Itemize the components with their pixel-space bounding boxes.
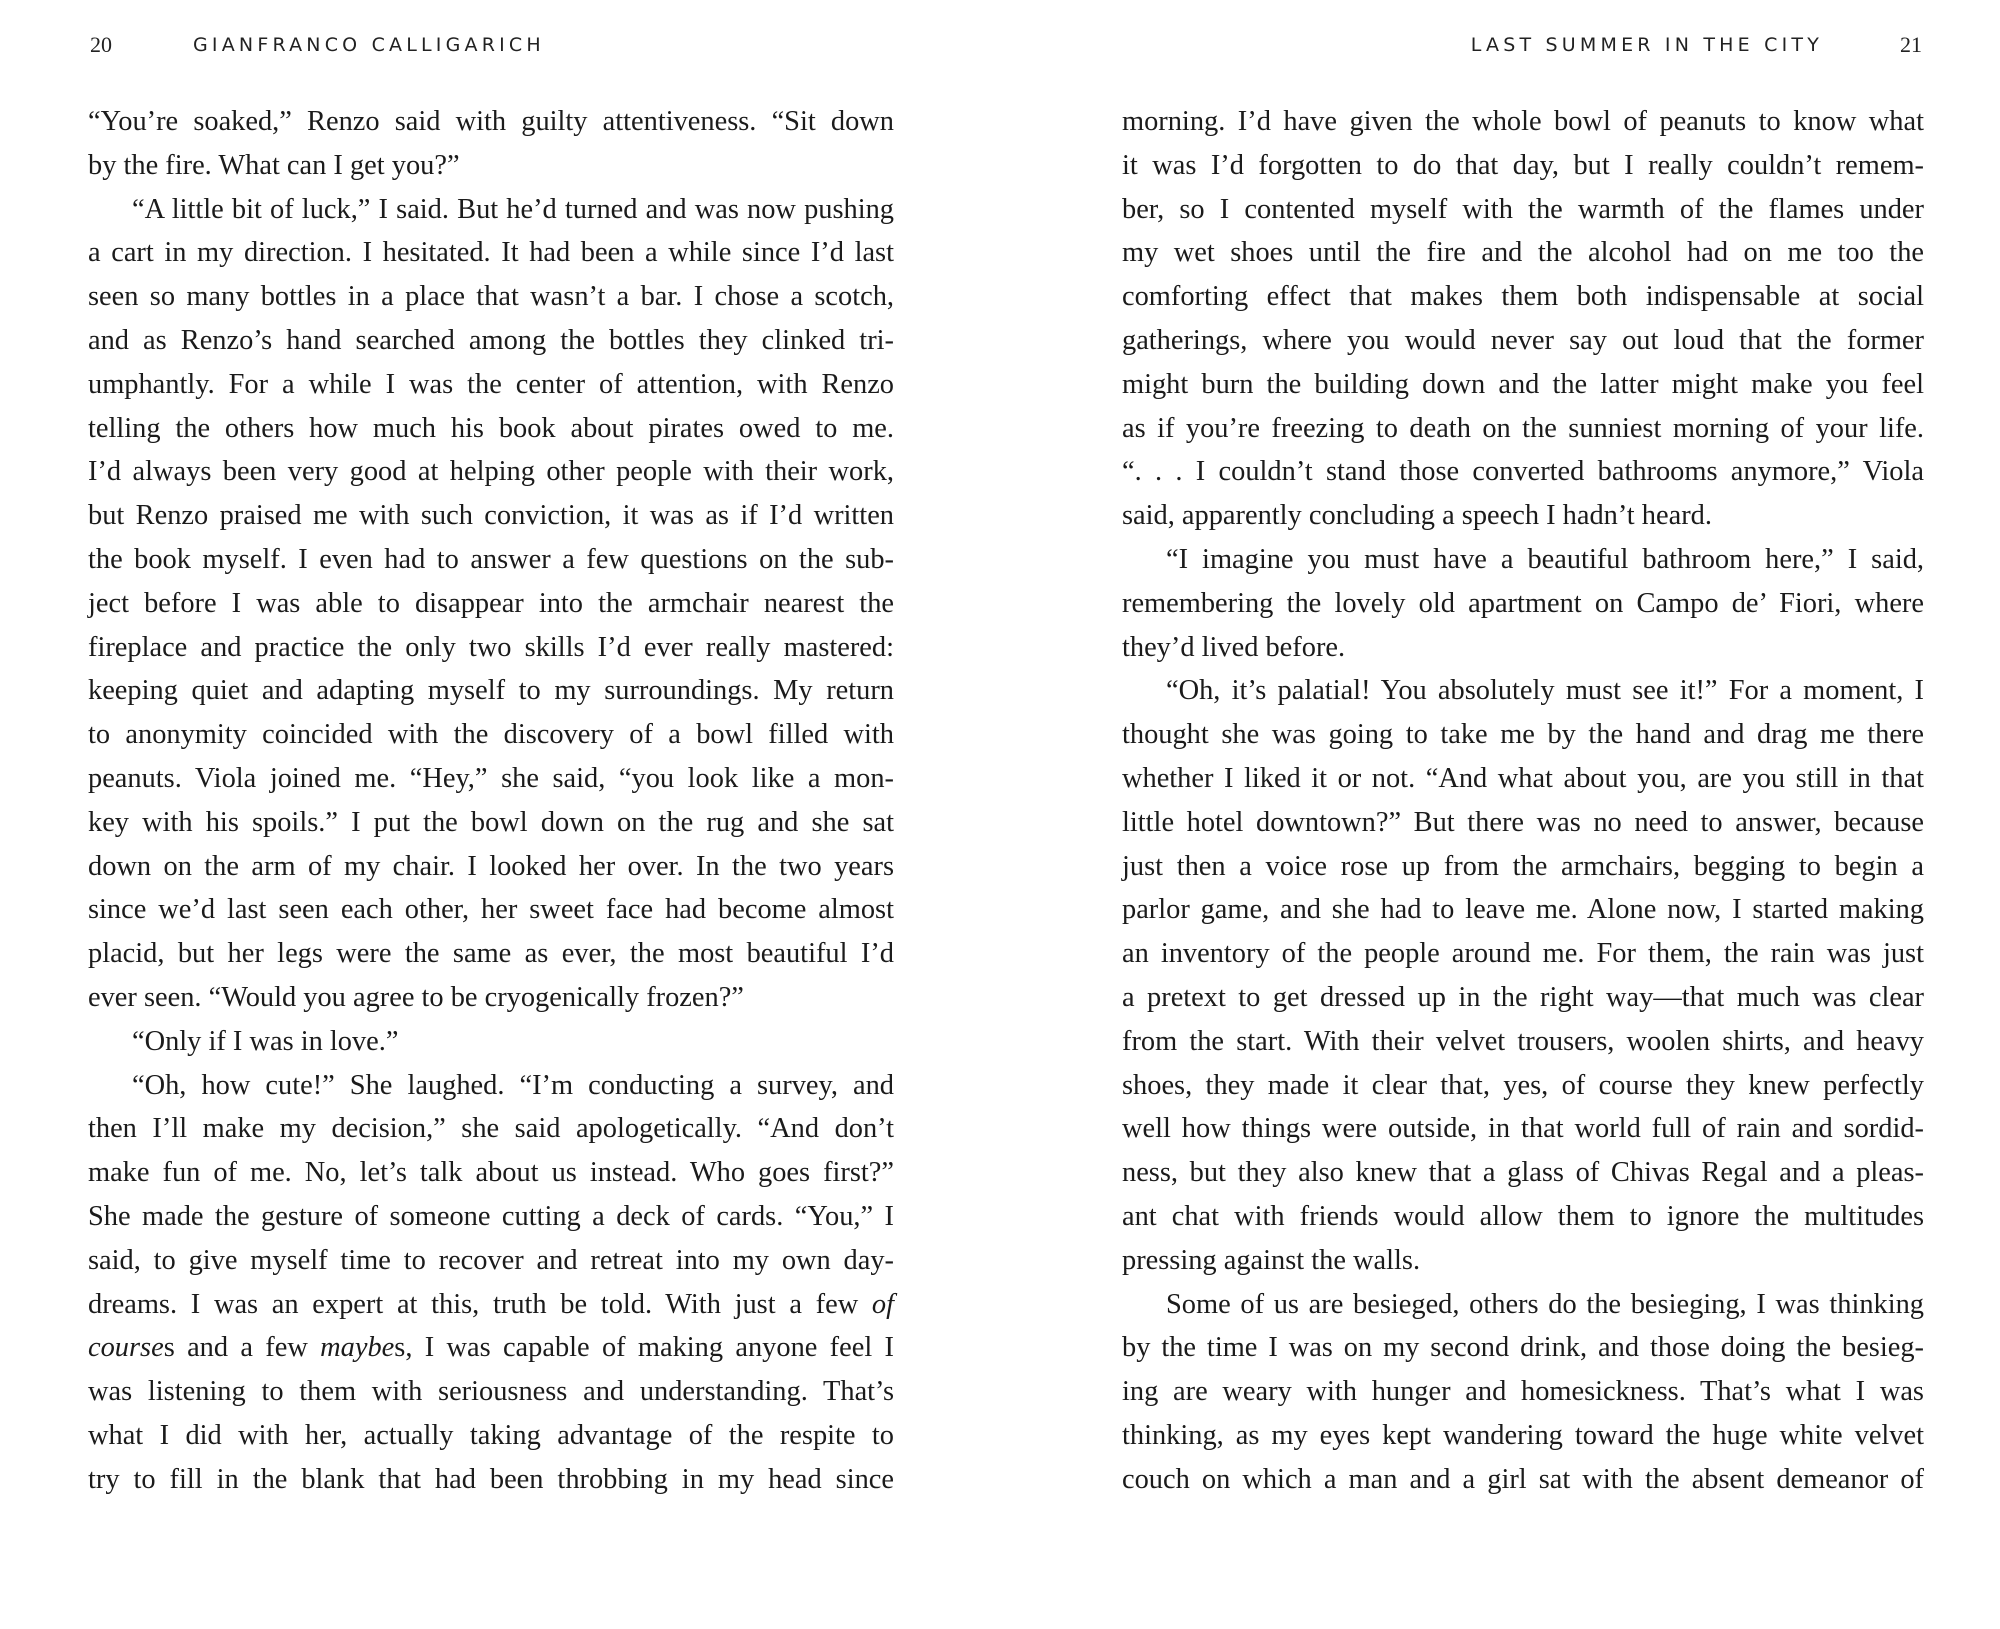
text-line: an inventory of the people around me. For them, the rain was just <box>1122 938 1924 970</box>
text-line: parlor game, and she had to leave me. Alone now, I started making <box>1122 894 1924 926</box>
text-line: to anonymity coincided with the discovery of a bowl filled with <box>88 719 894 751</box>
right-page-body <box>1122 100 1924 1502</box>
text-line: by the fire. What can I get you?” <box>88 149 460 181</box>
text-line: “Oh, it’s palatial! You absolutely must see it!” For a moment, I <box>1166 675 1924 707</box>
text-line: courses and a few maybes, I was capable of making anyone feel I <box>88 1332 894 1364</box>
text-line: a cart in my direction. I hesitated. It had been a while since I’d last <box>88 237 894 269</box>
text-line: Some of us are besieged, others do the besieging, I was thinking <box>1166 1288 1924 1320</box>
text-line: shoes, they made it clear that, yes, of course they knew perfectly <box>1122 1069 1924 1101</box>
text-line: since we’d last seen each other, her sweet face had become almost <box>88 894 894 926</box>
text-line: ant chat with friends would allow them to ignore the multitudes <box>1122 1200 1924 1232</box>
text-line: ness, but they also knew that a glass of Chivas Regal and a pleas- <box>1122 1157 1924 1189</box>
right-page <box>1122 0 1924 1629</box>
right-running-head <box>1122 32 1924 66</box>
text-line: ject before I was able to disappear into the armchair nearest the <box>88 587 894 619</box>
text-line: dreams. I was an expert at this, truth be told. With just a few of <box>88 1288 894 1320</box>
text-line: key with his spoils.” I put the bowl down on the rug and she sat <box>88 806 894 838</box>
text-line: said, to give myself time to recover and retreat into my own day- <box>88 1244 894 1276</box>
text-line: “A little bit of luck,” I said. But he’d turned and was now pushing <box>132 193 894 225</box>
text-line: telling the others how much his book about pirates owed to me. <box>88 412 894 444</box>
text-line: placid, but her legs were the same as ever, the most beautiful I’d <box>88 938 894 970</box>
text-line: what I did with her, actually taking advantage of the respite to <box>88 1419 894 1451</box>
text-line: was listening to them with seriousness and understanding. That’s <box>88 1376 894 1408</box>
text-line: “I imagine you must have a beautiful bathroom here,” I said, <box>1166 543 1924 575</box>
text-line: keeping quiet and adapting myself to my surroundings. My return <box>88 675 894 707</box>
text-line: they’d lived before. <box>1122 631 1346 663</box>
left-page-body <box>88 100 894 1502</box>
text-line: comforting effect that makes them both indispensable at social <box>1122 281 1924 313</box>
text-line: as if you’re freezing to death on the sunniest morning of your life. <box>1122 412 1924 444</box>
text-line: “You’re soaked,” Renzo said with guilty attentiveness. “Sit down <box>88 106 894 137</box>
text-line: it was I’d forgotten to do that day, but I really couldn’t remem- <box>1122 149 1924 181</box>
left-running-head <box>88 32 894 66</box>
text-line: and as Renzo’s hand searched among the bottles they clinked tri- <box>88 324 894 356</box>
text-line: the book myself. I even had to answer a few questions on the sub- <box>88 543 894 575</box>
text-line: thought she was going to take me by the hand and drag me there <box>1122 719 1924 751</box>
text-line: gatherings, where you would never say out loud that the former <box>1122 324 1924 356</box>
text-line: ever seen. “Would you agree to be cryogenically frozen?” <box>88 981 744 1013</box>
text-line: couch on which a man and a girl sat with the absent demeanor of <box>1122 1463 1924 1495</box>
text-line: well how things were outside, in that world full of rain and sordid- <box>1122 1113 1924 1145</box>
text-line: seen so many bottles in a place that wasn’t a bar. I chose a scotch, <box>88 281 894 313</box>
text-line: said, apparently concluding a speech I hadn’t heard. <box>1122 500 1712 532</box>
text-line: “Oh, how cute!” She laughed. “I’m conducting a survey, and <box>132 1069 894 1101</box>
left-page-number: 20 <box>90 32 112 57</box>
text-line: might burn the building down and the latter might make you feel <box>1122 368 1924 400</box>
text-line: thinking, as my eyes kept wandering toward the huge white velvet <box>1122 1419 1924 1451</box>
author-running-head: GIANFRANCO CALLIGARICH <box>193 34 545 56</box>
text-line: remembering the lovely old apartment on Campo de’ Fiori, where <box>1122 587 1924 619</box>
text-line: a pretext to get dressed up in the right way—that much was clear <box>1122 981 1924 1013</box>
text-line: umphantly. For a while I was the center of attention, with Renzo <box>88 368 894 400</box>
text-line: my wet shoes until the fire and the alcohol had on me too the <box>1122 237 1924 269</box>
text-line: pressing against the walls. <box>1122 1244 1421 1276</box>
text-line: then I’ll make my decision,” she said apologetically. “And don’t <box>88 1113 894 1145</box>
text-line: little hotel downtown?” But there was no need to answer, because <box>1122 806 1924 838</box>
right-page-number: 21 <box>1900 32 1922 57</box>
text-line: ber, so I contented myself with the warmth of the flames under <box>1122 193 1924 225</box>
text-line: “Only if I was in love.” <box>132 1025 399 1057</box>
text-line: make fun of me. No, let’s talk about us instead. Who goes first?” <box>88 1157 894 1189</box>
text-line: “. . . I couldn’t stand those converted bathrooms anymore,” Viola <box>1122 456 1924 488</box>
text-line: fireplace and practice the only two skills I’d ever really mastered: <box>88 631 894 663</box>
text-line: from the start. With their velvet trousers, woolen shirts, and heavy <box>1122 1025 1924 1057</box>
text-line: just then a voice rose up from the armchairs, begging to begin a <box>1122 850 1924 882</box>
text-line: try to fill in the blank that had been throbbing in my head since <box>88 1463 894 1495</box>
title-running-head: LAST SUMMER IN THE CITY <box>1470 34 1823 56</box>
left-page <box>88 0 894 1629</box>
text-line: She made the gesture of someone cutting a deck of cards. “You,” I <box>88 1200 894 1232</box>
text-line: down on the arm of my chair. I looked her over. In the two years <box>88 850 894 882</box>
text-line: but Renzo praised me with such conviction, it was as if I’d written <box>88 500 894 532</box>
text-line: morning. I’d have given the whole bowl of peanuts to know what <box>1122 106 1924 137</box>
text-line: peanuts. Viola joined me. “Hey,” she said, “you look like a mon- <box>88 762 894 794</box>
text-line: whether I liked it or not. “And what about you, are you still in that <box>1122 762 1924 794</box>
text-line: ing are weary with hunger and homesickness. That’s what I was <box>1122 1376 1924 1408</box>
text-line: I’d always been very good at helping other people with their work, <box>88 456 894 488</box>
text-line: by the time I was on my second drink, and those doing the besieg- <box>1122 1332 1924 1364</box>
